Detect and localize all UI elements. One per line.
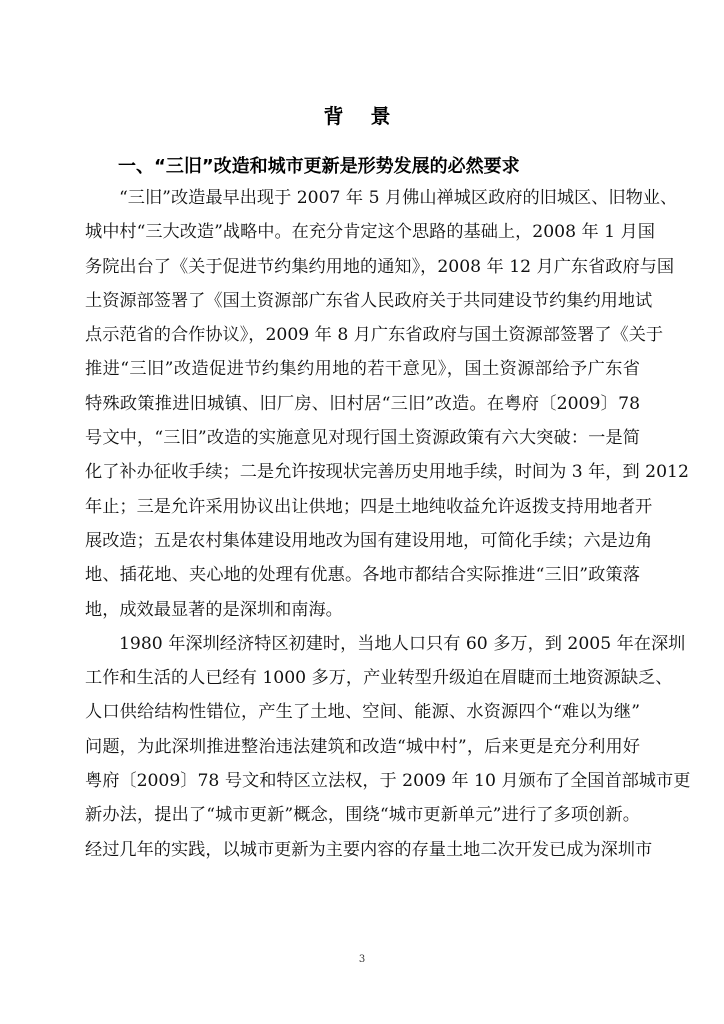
page-number: 3 bbox=[358, 954, 366, 965]
paragraph-line: 点示范省的合作协议》，2009 年 8 月广东省政府与国土资源部签署了《关于 bbox=[85, 325, 664, 346]
paragraph-line: 地，成效最显著的是深圳和南海。 bbox=[85, 599, 343, 620]
page-title: 背 景 bbox=[323, 104, 401, 128]
paragraph-line: 城中村“三大改造”战略中。在充分肯定这个思路的基础上，2008 年 1 月国 bbox=[85, 222, 655, 243]
paragraph-line: 化了补办征收手续；二是允许按现状完善历史用地手续，时间为 3 年，到 2012 bbox=[85, 462, 689, 483]
paragraph-line: 经过几年的实践，以城市更新为主要内容的存量土地二次开发已成为深圳市 bbox=[85, 839, 653, 860]
paragraph-line: 号文中，“三旧”改造的实施意见对现行国土资源政策有六大突破：一是简 bbox=[85, 428, 640, 449]
section-heading: 一、“三旧”改造和城市更新是形势发展的必然要求 bbox=[118, 156, 520, 177]
paragraph-line: “三旧”改造最早出现于 2007 年 5 月佛山禅城区政府的旧城区、旧物业、 bbox=[119, 188, 678, 208]
paragraph-line: 务院出台了《关于促进节约集约用地的通知》，2008 年 12 月广东省政府与国 bbox=[85, 256, 675, 277]
paragraph-line: 粤府〔2009〕78 号文和特区立法权，于 2009 年 10 月颁布了全国首部城市更 bbox=[85, 771, 691, 792]
paragraph-2 bbox=[85, 627, 691, 867]
paragraph-1 bbox=[85, 181, 689, 627]
paragraph-line: 展改造；五是农村集体建设用地改为国有建设用地，可简化手续；六是边角 bbox=[85, 530, 653, 551]
body-text bbox=[85, 181, 691, 867]
paragraph-line: 推进“三旧”改造促进节约集约用地的若干意见》，国土资源部给予广东省 bbox=[85, 359, 640, 380]
paragraph-line: 1980 年深圳经济特区初建时，当地人口只有 60 多万，到 2005 年在深圳 bbox=[119, 633, 686, 654]
paragraph-line: 新办法，提出了“城市更新”概念，围绕“城市更新单元”进行了多项创新。 bbox=[85, 805, 640, 826]
paragraph-line: 工作和生活的人已经有 1000 多万，产业转型升级迫在眉睫而土地资源缺乏、 bbox=[85, 668, 673, 689]
paragraph-line: 问题，为此深圳推进整治违法建筑和改造“城中村”，后来更是充分利用好 bbox=[85, 736, 640, 757]
paragraph-line: 特殊政策推进旧城镇、旧厂房、旧村居“三旧”改造。在粤府〔2009〕78 bbox=[85, 393, 640, 414]
paragraph-line: 人口供给结构性错位，产生了土地、空间、能源、水资源四个“难以为继” bbox=[85, 702, 640, 723]
paragraph-line: 土资源部签署了《国土资源部广东省人民政府关于共同建设节约集约用地试 bbox=[85, 290, 653, 311]
paragraph-line: 年止；三是允许采用协议出让供地；四是土地纯收益允许返拨支持用地者开 bbox=[85, 496, 653, 517]
paragraph-line: 地、插花地、夹心地的处理有优惠。各地市都结合实际推进“三旧”政策落 bbox=[85, 565, 640, 586]
